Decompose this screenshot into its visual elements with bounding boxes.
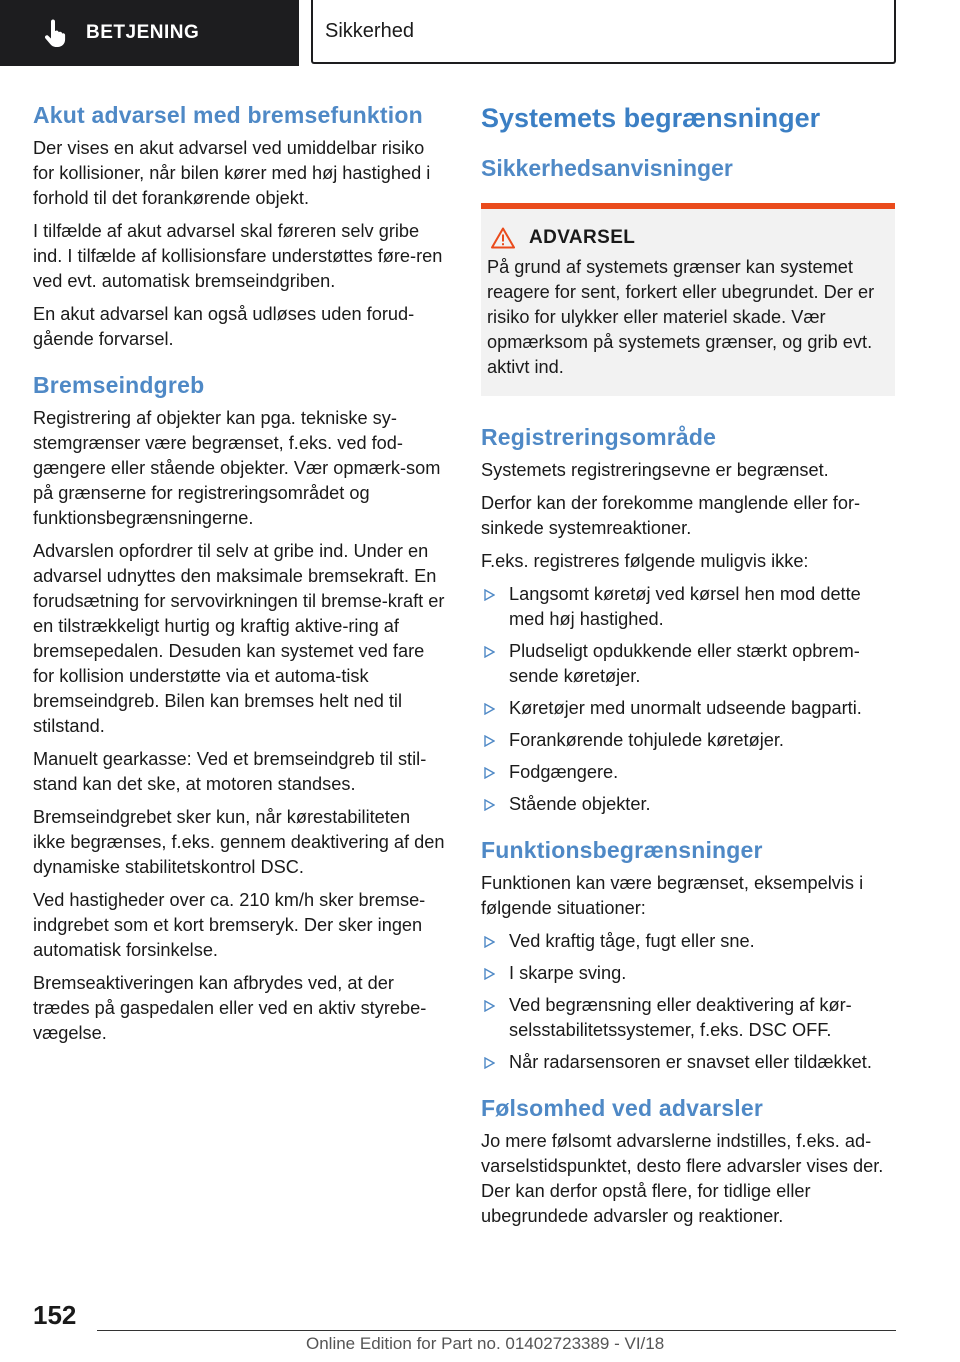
list-item: Ved begrænsning eller deaktivering af kør-selsstabilitetssystemer, f.eks. DSC OFF. [481, 993, 895, 1043]
paragraph: Manuelt gearkasse: Ved et bremseindgreb til stil-stand kan det ske, at motoren standses. [33, 749, 427, 794]
list-item: Stående objekter. [481, 792, 895, 817]
heading-sikkerhedsanvisninger: Sikkerhedsanvisninger [481, 155, 733, 181]
bullet-triangle-icon [483, 646, 495, 658]
limitations-list [481, 929, 895, 1075]
paragraph: Jo mere følsomt advarslerne indstilles, f.eks. ad-varselstidspunktet, desto flere advarsler vises der. Der kan derfor opstå flere, for tidlige eller ubegrundede advarsler og reaktioner. [481, 1131, 884, 1226]
list-item: Langsomt køretøj ved kørsel hen mod dette med høj hastighed. [481, 582, 895, 632]
right-column [481, 100, 895, 1237]
warning-title: ADVARSEL [529, 227, 636, 248]
bullet-triangle-icon [483, 767, 495, 779]
footer-edition: Online Edition for Part no. 01402723389 - VI/18 [306, 1334, 665, 1353]
bullet-triangle-icon [483, 968, 495, 980]
footer-divider [97, 1330, 896, 1331]
chapter-tab[interactable] [311, 0, 896, 64]
paragraph: I tilfælde af akut advarsel skal føreren selv gribe ind. I tilfælde af kollisionsfare understøttes føre-ren ved evt. automatisk bremseindgriben. [33, 221, 443, 291]
paragraph: Bremseaktiveringen kan afbrydes ved, at der trædes på gaspedalen eller ved en aktiv styrebe-vægelse. [33, 973, 427, 1043]
section-tab-label: BETJENING [86, 22, 200, 43]
registration-list [481, 582, 895, 817]
bullet-triangle-icon [483, 799, 495, 811]
bullet-triangle-icon [483, 936, 495, 948]
warning-triangle-icon [491, 227, 515, 249]
list-item: Pludseligt opdukkende eller stærkt opbrem-sende køretøjer. [481, 639, 895, 689]
paragraph: Der vises en akut advarsel ved umiddelbar risiko for kollisioner, når bilen kører med høj hastighed i forhold til det forankørende objekt. [33, 138, 431, 208]
list-item: Ved kraftig tåge, fugt eller sne. [481, 929, 895, 954]
hand-pointer-icon [42, 19, 68, 47]
paragraph: Bremseindgrebet sker kun, når kørestabiliteten ikke begrænses, f.eks. gennem deaktivering af den dynamiske stabilitetskontrol DSC. [33, 807, 445, 877]
heading-foelsomhed: Følsomhed ved advarsler [481, 1095, 763, 1121]
heading-systemets-begraensninger: Systemets begrænsninger [481, 103, 821, 133]
list-item: Køretøjer med unormalt udseende bagparti. [481, 696, 895, 721]
chapter-tab-label: Sikkerhed [325, 19, 414, 42]
paragraph: En akut advarsel kan også udløses uden forud-gående forvarsel. [33, 304, 415, 349]
page-header [0, 0, 960, 66]
heading-funktionsbegraensninger: Funktionsbegrænsninger [481, 837, 763, 863]
warning-box [481, 203, 895, 396]
section-tab[interactable] [0, 0, 299, 66]
heading-bremseindgreb: Bremseindgreb [33, 372, 205, 398]
paragraph: F.eks. registreres følgende muligvis ikke: [481, 551, 809, 571]
bullet-triangle-icon [483, 1000, 495, 1012]
heading-registreringsomraade: Registreringsområde [481, 424, 717, 450]
list-item: Når radarsensoren er snavset eller tildækket. [481, 1050, 895, 1075]
paragraph: Systemets registreringsevne er begrænset. [481, 460, 829, 480]
warning-header [487, 227, 887, 249]
list-item: Fodgængere. [481, 760, 895, 785]
paragraph: Advarslen opfordrer til selv at gribe ind. Under en advarsel udnyttes den maksimale bremsekraft. En forudsætning for servovirkningen til bremse-kraft er en tilstrækkeligt hurtig og kraftig aktive-ring af bremsepedalen. Desuden kan systemet ved fare for kollision understøtte via et automa-tisk bremseindgreb. Bilen kan bremses helt ned til stilstand. [33, 541, 445, 736]
heading-akut-advarsel: Akut advarsel med bremsefunktion [33, 102, 423, 128]
page-number: 152 [33, 1300, 77, 1330]
left-column [33, 100, 447, 1054]
paragraph: Registrering af objekter kan pga. tekniske sy-stemgrænser være begrænset, f.eks. ved fod-gængere eller stående objekter. Vær opmærk-som på grænserne for registreringsområdet og funktionsbegrænsningerne. [33, 408, 441, 528]
warning-text: På grund af systemets grænser kan systemet reagere for sent, forkert eller ubegrundet. Der er risiko for ulykker eller materiel skade. Vær opmærksom på systemets grænser, og grib evt. aktivt ind. [487, 257, 875, 377]
paragraph: Ved hastigheder over ca. 210 km/h sker bremse-indgrebet som et kort bremseryk. Der sker ingen automatisk forsinkelse. [33, 890, 426, 960]
paragraph: Funktionen kan være begrænset, eksempelvis i følgende situationer: [481, 873, 864, 918]
bullet-triangle-icon [483, 589, 495, 601]
bullet-triangle-icon [483, 703, 495, 715]
bullet-triangle-icon [483, 735, 495, 747]
list-item: I skarpe sving. [481, 961, 895, 986]
list-item: Forankørende tohjulede køretøjer. [481, 728, 895, 753]
paragraph: Derfor kan der forekomme manglende eller for-sinkede systemreaktioner. [481, 493, 861, 538]
bullet-triangle-icon [483, 1057, 495, 1069]
